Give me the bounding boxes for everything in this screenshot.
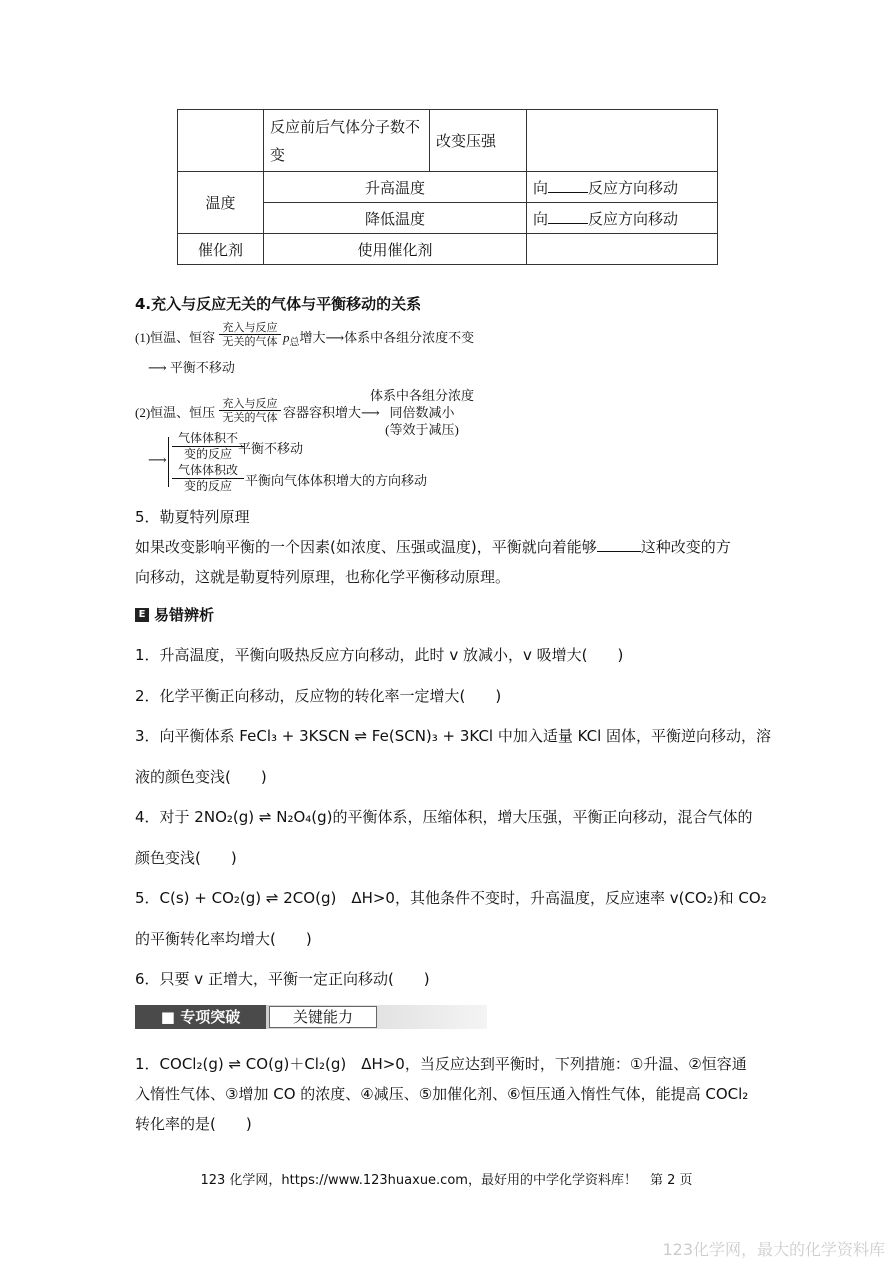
branch2 bbox=[172, 463, 244, 494]
case1-result2: 体系中各组分浓度不变 bbox=[344, 330, 475, 345]
table-cell-condition: 反应前后气体分子数不变 bbox=[264, 110, 430, 172]
section5-line1-a: 如果改变影响平衡的一个因素(如浓度、压强或温度)，平衡就向着能够 bbox=[135, 538, 597, 556]
equilibrium-table bbox=[177, 109, 718, 265]
case1-prefix: (1)恒温、恒容 bbox=[135, 330, 216, 345]
case1-p-sub: 总 bbox=[289, 337, 300, 349]
error-q4-line2: 颜色变浅( ) bbox=[135, 849, 237, 867]
table-cell-temp-up: 升高温度 bbox=[264, 172, 527, 203]
special-section-bar bbox=[135, 1005, 487, 1029]
special-q1-line1: 1．COCl₂(g) ⇌ CO(g)＋Cl₂(g) ΔH>0，当反应达到平衡时，下列措施：①升温、②恒容通 bbox=[135, 1055, 747, 1073]
fill-blank bbox=[548, 209, 588, 224]
table-cell-temp-label: 温度 bbox=[178, 172, 264, 234]
error-q5-line1: 5．C(s) + CO₂(g) ⇌ 2CO(g) ΔH>0，其他条件不变时，升高温度，反应速率 v(CO₂)和 CO₂ bbox=[135, 889, 767, 907]
case2-right-1: 体系中各组分浓度 bbox=[369, 388, 474, 403]
error-q4-line1: 4．对于 2NO₂(g) ⇌ N₂O₄(g)的平衡体系，压缩体积，增大压强，平衡正向移动，混合气体的 bbox=[135, 808, 753, 826]
arrow-icon: ⟶ bbox=[361, 405, 380, 420]
case1-arrow-top: 充入与反应 bbox=[222, 321, 278, 334]
branch1-result: 平衡不移动 bbox=[238, 441, 304, 456]
brace-line bbox=[168, 437, 169, 487]
section5-line1-b: 这种改变的方 bbox=[640, 538, 731, 556]
section5-title: 5．勒夏特列原理 bbox=[135, 508, 250, 526]
case2-arrow bbox=[219, 397, 281, 424]
table-cell-catalyst-result bbox=[527, 234, 718, 265]
branch2-top: 气体体积改 bbox=[177, 463, 238, 477]
branch1-bottom: 变的反应 bbox=[183, 447, 232, 461]
fill-blank bbox=[597, 537, 641, 552]
case1-arrow-bottom: 无关的气体 bbox=[222, 335, 278, 348]
table-cell-catalyst-action: 使用催化剂 bbox=[264, 234, 527, 265]
result-pre: 向 bbox=[533, 209, 549, 228]
case1-result bbox=[283, 328, 474, 354]
table-cell-catalyst-label: 催化剂 bbox=[178, 234, 264, 265]
case2-right-2: 同倍数减小 bbox=[389, 405, 455, 420]
case1-arrow bbox=[219, 321, 281, 348]
branch2-result: 平衡向气体体积增大的方向移动 bbox=[245, 473, 428, 488]
table-cell-action: 改变压强 bbox=[430, 110, 527, 172]
special-q1-line3: 转化率的是( ) bbox=[135, 1115, 252, 1133]
arrow-icon: ⟶ bbox=[325, 330, 345, 345]
branch2-bottom: 变的反应 bbox=[183, 479, 232, 493]
special-tag2: 关键能力 bbox=[269, 1006, 377, 1028]
case2-prefix: (2)恒温、恒压 bbox=[135, 405, 216, 420]
result-post: 反应方向移动 bbox=[588, 209, 679, 228]
table-cell-temp-down-result bbox=[527, 203, 718, 234]
error-q3-line2: 液的颜色变浅( ) bbox=[135, 768, 267, 786]
case2-right-3: (等效于减压) bbox=[385, 422, 459, 437]
branch1-top: 气体体积不 bbox=[177, 431, 238, 445]
case1-conclusion-row bbox=[148, 358, 235, 378]
case1-p-rest: 增大 bbox=[299, 330, 326, 345]
arrow-icon: ⟶ bbox=[148, 452, 167, 467]
error-q2: 2．化学平衡正向移动，反应物的转化率一定增大( ) bbox=[135, 687, 502, 705]
case2-right-block bbox=[366, 387, 478, 438]
case2-result: 容器容积增大 bbox=[283, 405, 362, 420]
special-tag: ■ 专项突破 bbox=[135, 1005, 266, 1029]
section5-line2: 向移动，这就是勒夏特列原理，也称化学平衡移动原理。 bbox=[135, 568, 511, 586]
table-cell-result bbox=[527, 110, 718, 172]
case2-arrow-top: 充入与反应 bbox=[222, 397, 278, 410]
error-q5-line2: 的平衡转化率均增大( ) bbox=[135, 930, 312, 948]
error-analysis-icon: E bbox=[135, 608, 149, 622]
branch1 bbox=[172, 431, 244, 462]
watermark: 123化学网，最大的化学资料库 bbox=[662, 1240, 885, 1259]
fill-blank bbox=[548, 178, 588, 193]
section5-line1 bbox=[135, 537, 731, 557]
error-q6: 6．只要 v 正增大，平衡一定正向移动( ) bbox=[135, 970, 430, 988]
case1-conclusion: 平衡不移动 bbox=[169, 360, 235, 375]
error-q3-line1: 3．向平衡体系 FeCl₃ + 3KSCN ⇌ Fe(SCN)₃ + 3KCl 中加入适量 KCl 固体，平衡逆向移动，溶 bbox=[135, 727, 772, 745]
error-q1: 1．升高温度，平衡向吸热反应方向移动，此时 v 放减小，v 吸增大( ) bbox=[135, 646, 624, 664]
special-q1-line2: 入惰性气体、③增加 CO 的浓度、④减压、⑤加催化剂、⑥恒压通入惰性气体，能提高 COCl₂ bbox=[135, 1085, 749, 1103]
case2-arrow-bottom: 无关的气体 bbox=[222, 411, 278, 424]
result-pre: 向 bbox=[533, 178, 549, 197]
errors-title: 易错辨析 bbox=[154, 606, 215, 624]
table-cell-temp-up-result bbox=[527, 172, 718, 203]
section4-title: 4.充入与反应无关的气体与平衡移动的关系 bbox=[135, 295, 422, 313]
table-cell-empty bbox=[178, 110, 264, 172]
page-footer: 123 化学网，https://www.123huaxue.com，最好用的中学化学资料库！ 第 2 页 bbox=[200, 1173, 693, 1188]
result-post: 反应方向移动 bbox=[588, 178, 679, 197]
case1-p: p bbox=[283, 330, 290, 345]
table-cell-temp-down: 降低温度 bbox=[264, 203, 527, 234]
arrow-icon: ⟶ bbox=[148, 360, 170, 375]
